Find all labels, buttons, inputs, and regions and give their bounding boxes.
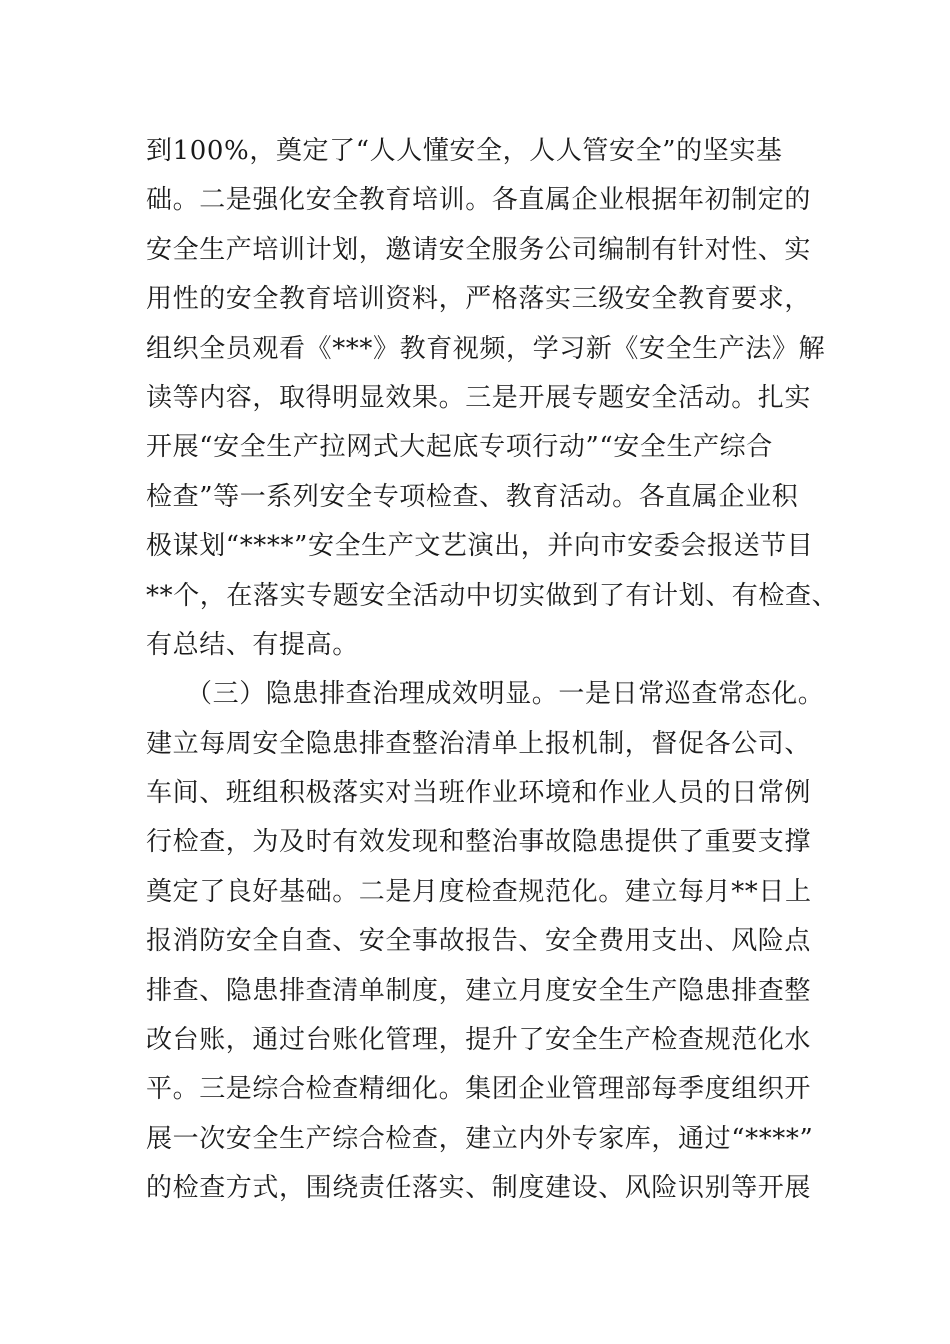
text-line-1: 到100%，奠定了“人人懂安全，人人管安全”的坚实基 bbox=[146, 136, 783, 166]
text-line-11: 有总结、有提高。 bbox=[146, 629, 359, 660]
text-line-2: 础。二是强化安全教育培训。各直属企业根据年初制定的 bbox=[146, 185, 812, 216]
body-text bbox=[146, 127, 839, 1214]
text-line-8: 检查”等一系列安全专项检查、教育活动。各直属企业积 bbox=[146, 481, 799, 512]
text-line-10: **个，在落实专题安全活动中切实做到了有计划、有检查、 bbox=[146, 580, 839, 611]
text-line-4: 用性的安全教育培训资料，严格落实三级安全教育要求， bbox=[146, 284, 812, 315]
text-line-22: 的检查方式，围绕责任落实、制度建设、风险识别等开展 bbox=[146, 1173, 812, 1204]
text-line-19: 改台账，通过台账化管理，提升了安全生产检查规范化水 bbox=[146, 1025, 812, 1056]
text-line-9: 极谋划“****”安全生产文艺演出，并向市安委会报送节目 bbox=[146, 531, 814, 562]
text-line-7: 开展“安全生产拉网式大起底专项行动”“安全生产综合 bbox=[146, 432, 773, 463]
section-heading-line: （三）隐患排查治理成效明显。一是日常巡查常态化。 bbox=[186, 679, 825, 710]
text-line-14: 车间、班组积极落实对当班作业环境和作业人员的日常例 bbox=[146, 778, 812, 809]
text-line-15: 行检查，为及时有效发现和整治事故隐患提供了重要支撑 bbox=[146, 827, 812, 858]
text-line-6: 读等内容，取得明显效果。三是开展专题安全活动。扎实 bbox=[146, 382, 812, 413]
text-line-5: 组织全员观看《***》教育视频，学习新《安全生产法》解 bbox=[146, 333, 826, 364]
text-line-18: 排查、隐患排查清单制度，建立月度安全生产隐患排查整 bbox=[146, 975, 812, 1006]
text-line-13: 建立每周安全隐患排查整治清单上报机制，督促各公司、 bbox=[146, 728, 812, 759]
text-line-20: 平。三是综合检查精细化。集团企业管理部每季度组织开 bbox=[146, 1074, 812, 1105]
text-line-16: 奠定了良好基础。二是月度检查规范化。建立每月**日上 bbox=[146, 876, 812, 907]
text-line-3: 安全生产培训计划，邀请安全服务公司编制有针对性、实 bbox=[146, 234, 812, 265]
text-line-17: 报消防安全自查、安全事故报告、安全费用支出、风险点 bbox=[146, 926, 812, 957]
text-line-21: 展一次安全生产综合检查，建立内外专家库，通过“****” bbox=[146, 1123, 814, 1154]
